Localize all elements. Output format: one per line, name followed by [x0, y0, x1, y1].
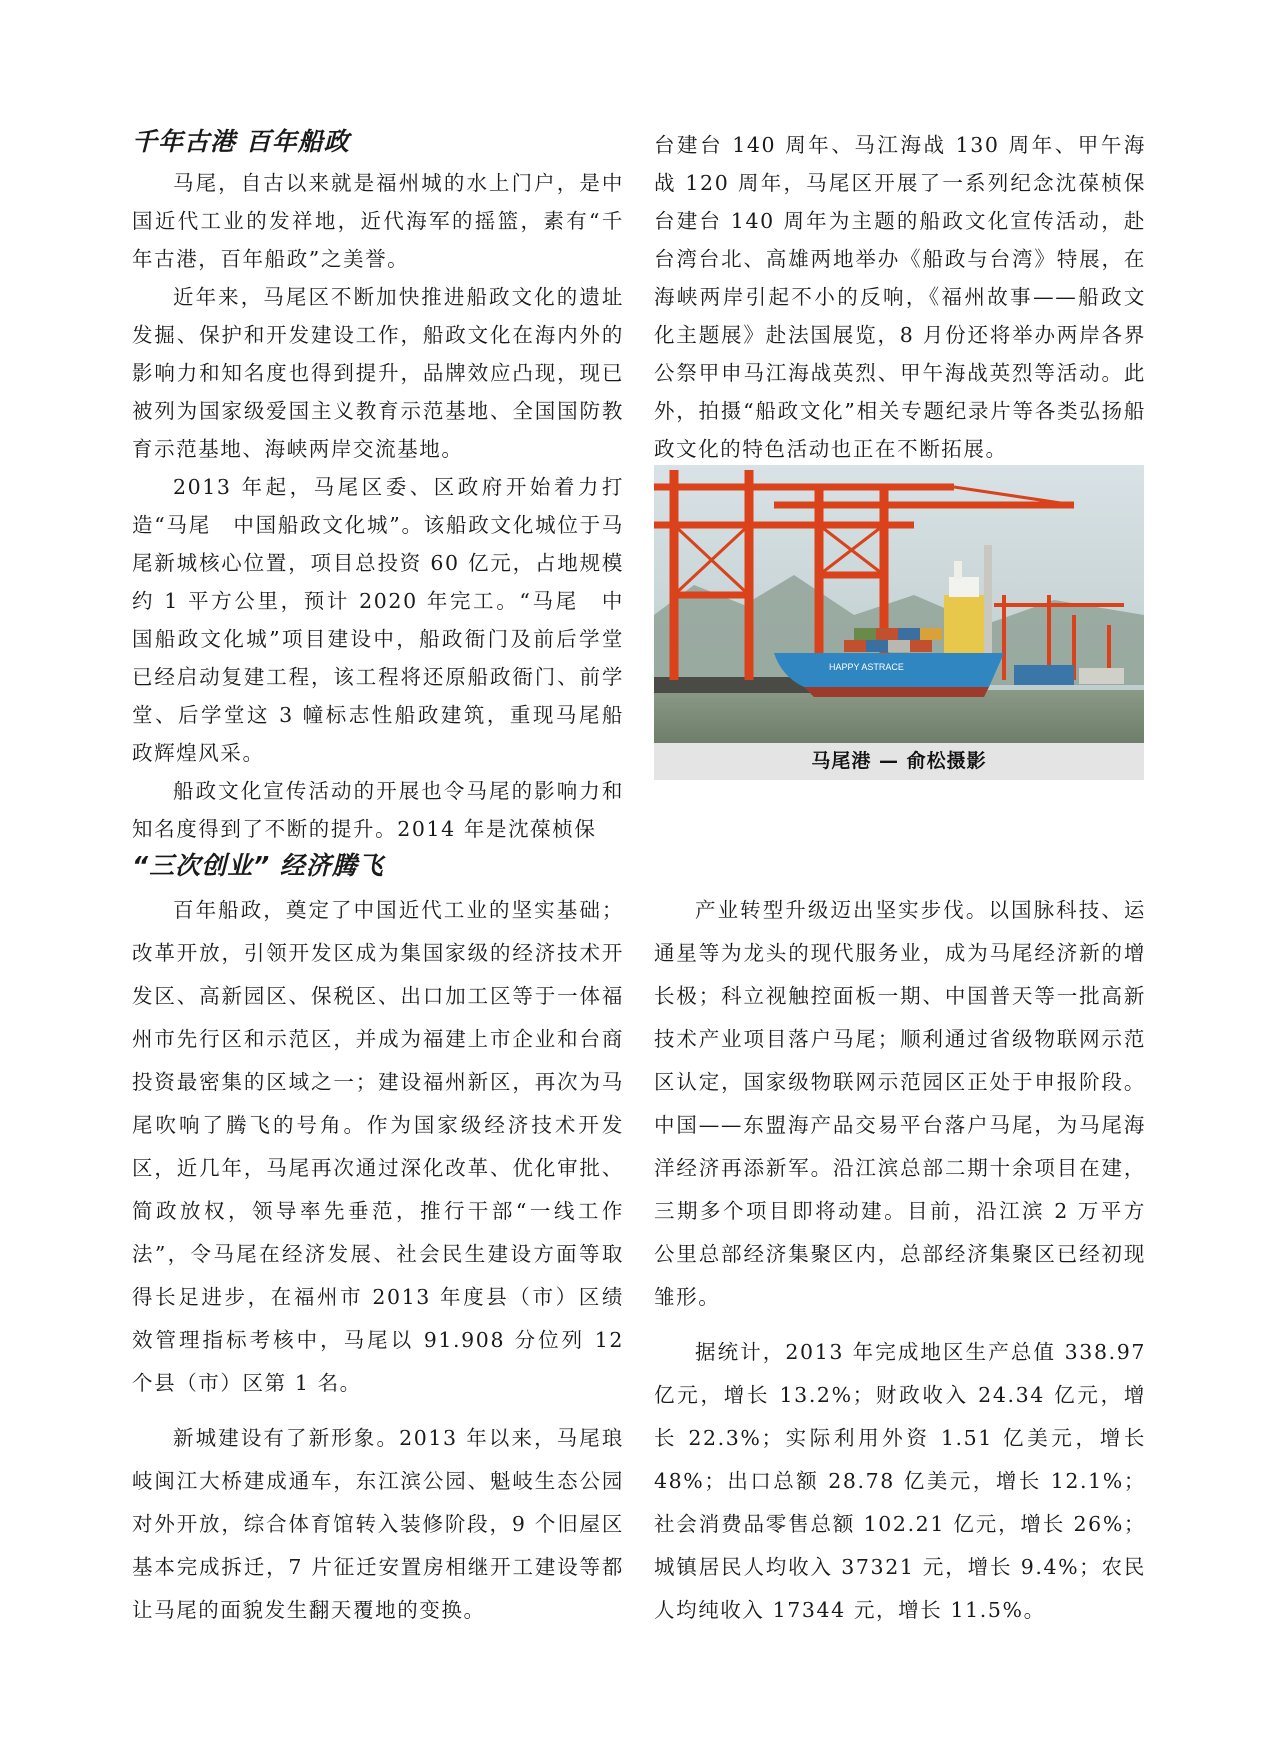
- section1-paragraph-2: 近年来，马尾区不断加快推进船政文化的遗址发掘、保护和开发建设工作，船政文化在海内外的影响力和知名度也得到提升，品牌效应凸现，现已被列为国家级爱国主义教育示范基地、全国国防教育示范基地、海峡两岸交流基地。: [132, 285, 624, 461]
- section1-title: 千年古港 百年船政: [132, 127, 350, 156]
- section1-left-column: [132, 126, 624, 848]
- section2-right-paragraph-1: 产业转型升级迈出坚实步伐。以国脉科技、运通星等为龙头的现代服务业，成为马尾经济新的增长极；科立视触控面板一期、中国普天等一批高新技术产业项目落户马尾；顺利通过省级物联网示范区认定，国家级物联网示范园区正处于申报阶段。中国——东盟海产品交易平台落户马尾，为马尾海洋经济再添新军。沿江滨总部二期十余项目在建，三期多个项目即将动建。目前，沿江滨 2 万平方公里总部经济集聚区内，总部经济集聚区已经初现雏形。: [654, 898, 1146, 1309]
- port-photo: [654, 465, 1144, 743]
- section1-paragraph-1: 马尾，自古以来就是福州城的水上门户，是中国近代工业的发祥地，近代海军的摇篮，素有“千年古港，百年船政”之美誉。: [132, 171, 624, 271]
- section1-paragraph-3: 2013 年起，马尾区委、区政府开始着力打造“马尾 中国船政文化城”。该船政文化城位于马尾新城核心位置，项目总投资 60 亿元，占地规模约 1 平方公里，预计 2020 年完工。“马尾 中国船政文化城”项目建设中，船政衙门及前后学堂已经启动复建工程，该工程将还原船政衙门、前学堂、后学堂这 3 幢标志性船政建筑，重现马尾船政辉煌风采。: [132, 475, 624, 765]
- section2-left-column: [132, 850, 624, 1632]
- photo-caption: 马尾港 — 俞松摄影: [811, 750, 987, 772]
- section1-paragraph-4: 船政文化宣传活动的开展也令马尾的影响力和知名度得到了不断的提升。2014 年是沈葆桢保: [132, 779, 624, 841]
- section2-right-paragraph-2: 据统计，2013 年完成地区生产总值 338.97 亿元，增长 13.2%；财政收入 24.34 亿元，增长 22.3%；实际利用外资 1.51 亿美元，增长 48%；出口总额 28.78 亿美元，增长 12.1%；社会消费品零售总额 102.21 亿元，增长 26%；城镇居民人均收入 37321 元，增长 9.4%；农民人均纯收入 17344 元，增长 11.5%。: [654, 1340, 1146, 1622]
- section2-right-column: [654, 889, 1146, 1632]
- section1-right-column: [654, 126, 1146, 468]
- section2-title: “三次创业” 经济腾飞: [132, 851, 384, 880]
- port-photo-figure: [654, 465, 1144, 780]
- section1-right-paragraph: 台建台 140 周年、马江海战 130 周年、甲午海战 120 周年，马尾区开展了一系列纪念沈葆桢保台建台 140 周年为主题的船政文化宣传活动，赴台湾台北、高雄两地举办《船政与台湾》特展，在海峡两岸引起不小的反响，《福州故事——船政文化主题展》赴法国展览，8 月份还将举办两岸各界公祭甲申马江海战英烈、甲午海战英烈等活动。此外，拍摄“船政文化”相关专题纪录片等各类弘扬船政文化的特色活动也正在不断拓展。: [654, 133, 1146, 461]
- ship-name: HAPPY ASTRACE: [829, 662, 904, 672]
- section2-paragraph-2: 新城建设有了新形象。2013 年以来，马尾琅岐闽江大桥建成通车，东江滨公园、魁岐生态公园对外开放，综合体育馆转入装修阶段，9 个旧屋区基本完成拆迁，7 片征迁安置房相继开工建设等都让马尾的面貌发生翻天覆地的变换。: [132, 1426, 624, 1622]
- section2-paragraph-1: 百年船政，奠定了中国近代工业的坚实基础；改革开放，引领开发区成为集国家级的经济技术开发区、高新园区、保税区、出口加工区等于一体福州市先行区和示范区，并成为福建上市企业和台商投资最密集的区域之一；建设福州新区，再次为马尾吹响了腾飞的号角。作为国家级经济技术开发区，近几年，马尾再次通过深化改革、优化审批、简政放权，领导率先垂范，推行干部“一线工作法”，令马尾在经济发展、社会民生建设方面等取得长足进步，在福州市 2013 年度县（市）区绩效管理指标考核中，马尾以 91.908 分位列 12 个县（市）区第 1 名。: [132, 898, 624, 1395]
